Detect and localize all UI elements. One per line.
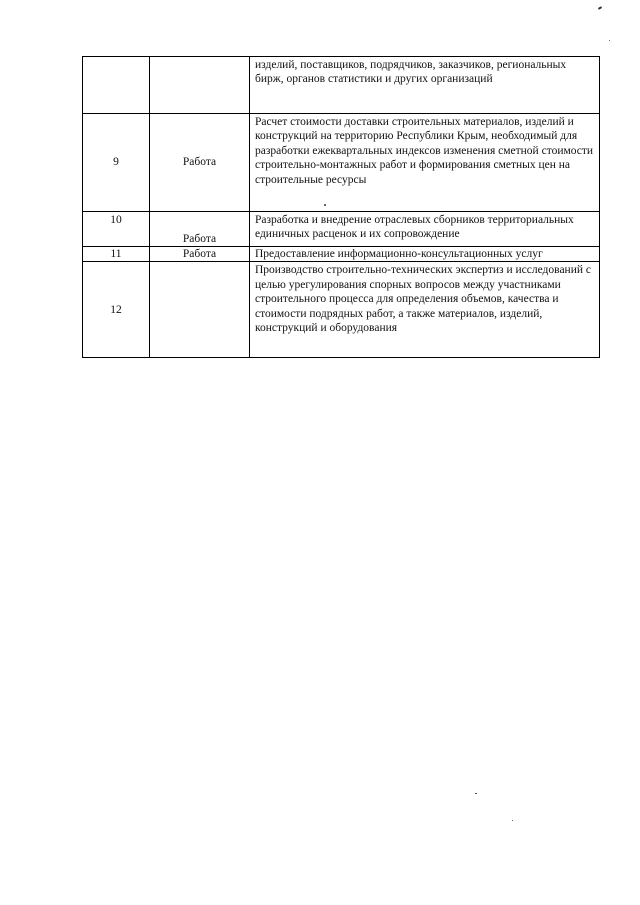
row-type-cell <box>150 57 250 114</box>
row-number-cell <box>83 212 150 247</box>
row-type-cell: Работа <box>150 114 250 212</box>
row-type-cell <box>150 262 250 358</box>
row-description-cell: Расчет стоимости доставки строительных материалов, изделий и конструкций на территорию Республики Крым, необходимый для разработки ежеквартальных индексов изменения сметной стоимости строительно-монтажных работ и формирования сметных цен на строительные ресурсы <box>250 114 600 212</box>
scan-speck <box>324 204 326 206</box>
table-row <box>83 262 600 358</box>
scan-speck <box>598 6 602 10</box>
scan-speck <box>475 793 477 794</box>
row-number-cell: 11 <box>83 247 150 262</box>
works-table <box>82 56 600 358</box>
row-number-cell: 9 <box>83 114 150 212</box>
row-type-text: Работа <box>182 232 217 245</box>
table-row <box>83 212 600 247</box>
row-description-cell: Предоставление информационно-консультационных услуг <box>250 247 600 262</box>
table-row <box>83 57 600 114</box>
row-number-text: 10 <box>110 214 122 226</box>
row-description-cell: изделий, поставщиков, подрядчиков, заказчиков, региональных бирж, органов статистики и других организаций <box>250 57 600 114</box>
row-description-cell: Разработка и внедрение отраслевых сборников территориальных единичных расценок и их сопровождение <box>250 212 600 247</box>
scan-speck <box>609 40 610 41</box>
row-description-cell: Производство строительно-технических экспертиз и исследований с целью урегулирования спорных вопросов между участниками строительного процесса для определения объемов, качества и стоимости подрядных работ, а также материалов, изделий, конструкций и оборудования <box>250 262 600 358</box>
table-row <box>83 114 600 212</box>
row-type-cell <box>150 212 250 247</box>
row-type-cell: Работа <box>150 247 250 262</box>
scan-speck <box>512 820 513 821</box>
row-number-cell <box>83 57 150 114</box>
table-row <box>83 247 600 262</box>
row-number-cell: 12 <box>83 262 150 358</box>
